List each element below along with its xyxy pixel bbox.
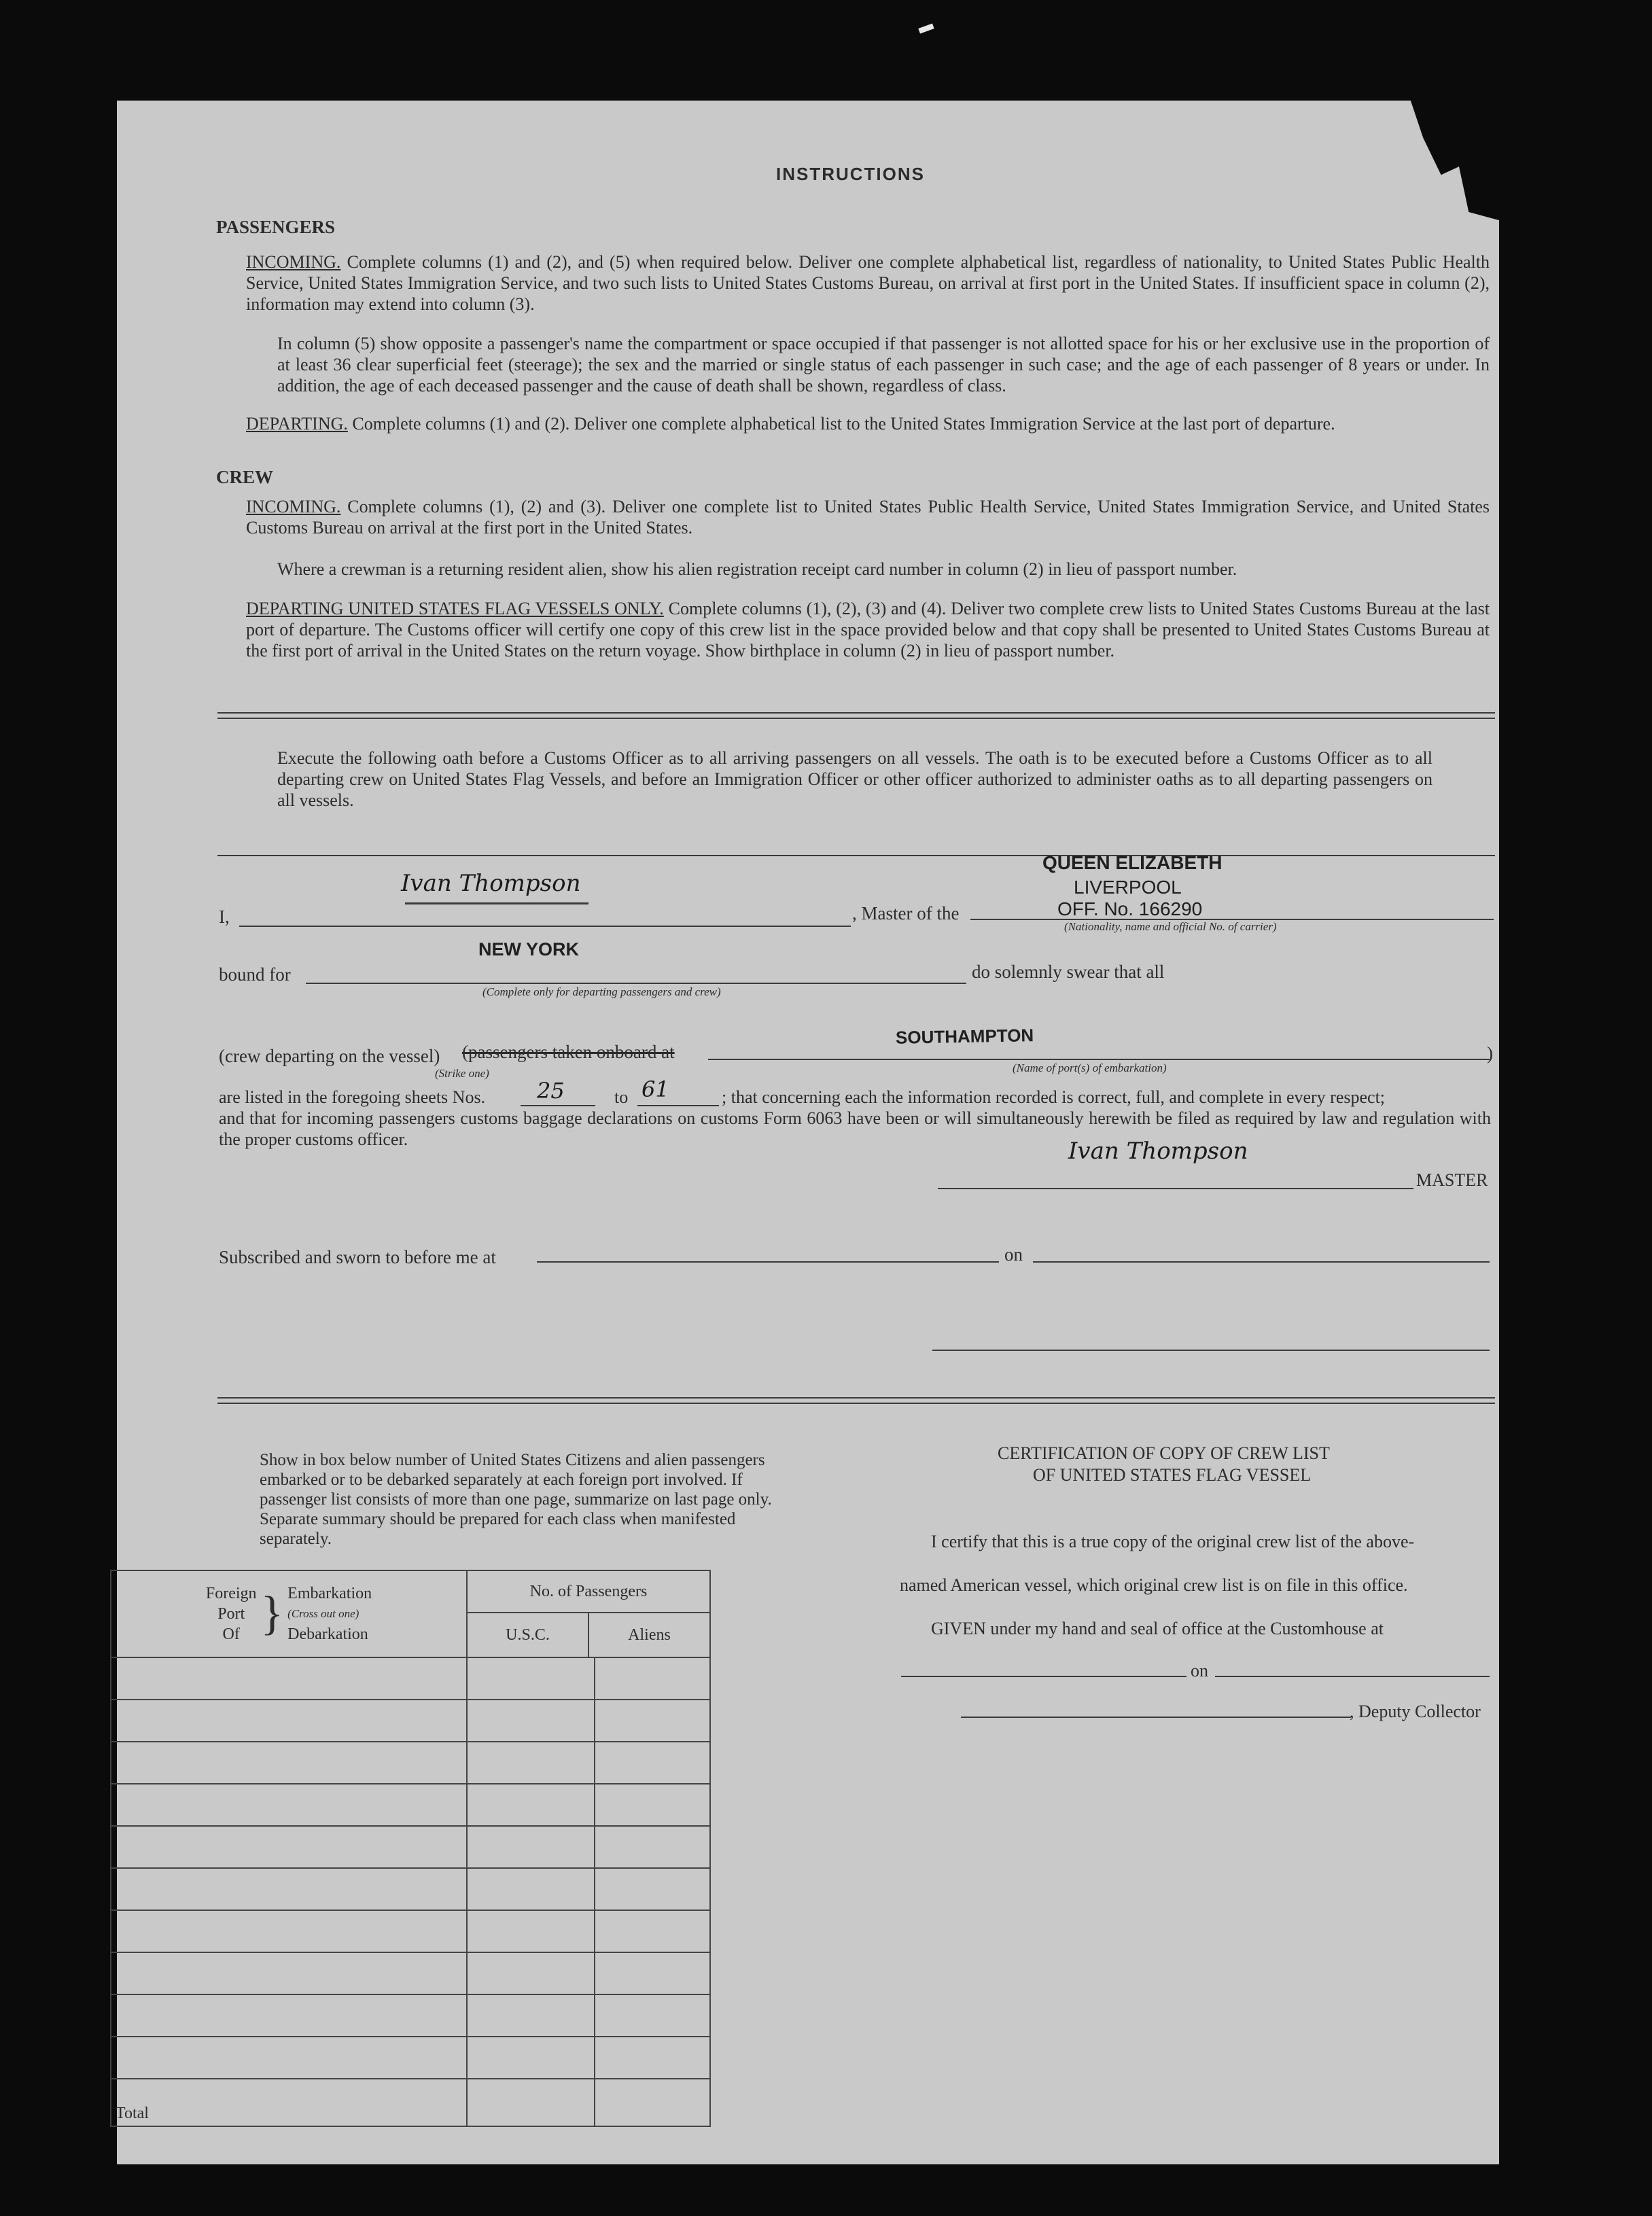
sheet-to-line [637, 1105, 719, 1106]
passengers-incoming-text: Complete columns (1) and (2), and (5) when required below. Deliver one complete alphabetical list, regardless of nationality, to United States Public Health Service, United States Immigration Service, and two such lists to United States Customs Bureau, on arrival at first port in the United States. If insufficient space in column (2), information may extend into column (3). [246, 252, 1490, 314]
sheets-prefix: are listed in the foregoing sheets Nos. [219, 1087, 486, 1107]
passengers-heading: PASSENGERS [216, 217, 336, 237]
bound-for-label: bound for [219, 964, 291, 985]
vessel-name: QUEEN ELIZABETH [1042, 852, 1223, 873]
passenger-summary-table [110, 1570, 711, 2127]
vessel-caption: (Nationality, name and official No. of carrier) [1064, 920, 1277, 933]
officer-signature-line [932, 1350, 1490, 1351]
page-title: INSTRUCTIONS [776, 164, 925, 184]
strike-caption: (Strike one) [435, 1067, 489, 1080]
crew-alien-paragraph: Where a crewman is a returning resident alien, show his alien registration receipt card number in column (2) in lieu of passport number. [277, 559, 1237, 579]
crew-incoming-label: INCOMING. [246, 497, 341, 516]
col-embarkation: Embarkation [287, 1585, 372, 1602]
certification-date-line [1215, 1676, 1490, 1677]
summary-instructions: Show in box below number of United States Citizens and alien passengers embarked or to be debarked separately at each foreign port involved. If passenger list consists of more than one page, summarize on last page only. Separate summary should be prepared for each class when manifested separately. [260, 1451, 772, 1548]
crew-departing-text: Complete columns (1), (2), (3) and (4). Deliver two complete crew lists to United States Customs Bureau at the last port of departure. The Customs officer will certify one copy of this crew list in the space provided below and that copy shall be presented to United States Customs Bureau at the first port of arrival in the United States on the return voyage. Show birthplace in column (2) in lieu of passport number. [246, 599, 1490, 661]
struck-passengers-text: (passengers taken onboard at [462, 1042, 675, 1062]
certification-text-2: named American vessel, which original crew list is on file in this office. [900, 1575, 1408, 1595]
oath-intro: Execute the following oath before a Customs Officer as to all arriving passengers on all vessels. The oath is to be executed before a Customs Officer as to all departing crew on United States Flag Vessels, and before an Immigration Officer or other officer authorized to administer oaths as to all departing passengers on all vessels. [277, 748, 1433, 810]
sheets-suffix: ; that concerning each the information recorded is correct, full, and complete in every respect; [722, 1087, 1386, 1107]
certification-text-1: I certify that this is a true copy of the original crew list of the above- [931, 1532, 1415, 1551]
crew-heading: CREW [216, 467, 274, 487]
crew-departing-label: DEPARTING UNITED STATES FLAG VESSELS ONLY. [246, 599, 664, 618]
master-signature-bottom: Ivan Thompson [1068, 1138, 1248, 1165]
table-row [111, 1826, 710, 1868]
table-row [111, 1657, 710, 1700]
customhouse-line [901, 1676, 1187, 1677]
table-row [111, 1952, 710, 1994]
section-divider [217, 712, 1495, 719]
master-of-label: , Master of the [852, 903, 960, 924]
close-paren: ) [1487, 1043, 1493, 1063]
total-row [111, 2079, 710, 2126]
passengers-incoming-paragraph [246, 251, 1490, 315]
section-divider-lower [217, 1397, 1495, 1404]
crew-departing-label: (crew departing on the vessel) [219, 1046, 440, 1066]
col-of: Of [222, 1625, 240, 1643]
col-port: Port [217, 1605, 245, 1623]
passengers-departing-label: DEPARTING. [246, 414, 348, 434]
oath-i-label: I, [219, 907, 230, 927]
master-line [938, 1188, 1413, 1189]
embarkation-port: SOUTHAMPTON [895, 1025, 1034, 1048]
table-row [111, 1700, 710, 1742]
vessel-port: LIVERPOOL [1074, 877, 1182, 898]
certification-title-2: OF UNITED STATES FLAG VESSEL [1033, 1465, 1312, 1485]
vessel-official-number: OFF. No. 166290 [1057, 898, 1203, 919]
oath-continuation: and that for incoming passengers customs baggage declarations on customs Form 6063 have been or will simultaneously herewith be filed as required by law and regulation with the proper customs officer. [219, 1108, 1491, 1149]
passengers-incoming-label: INCOMING. [246, 252, 341, 272]
subscribed-label: Subscribed and sworn to before me at [219, 1247, 496, 1267]
given-text: GIVEN under my hand and seal of office at the Customhouse at [931, 1619, 1384, 1638]
foreign-port-of-cell [111, 1570, 467, 1657]
subscribed-date-line [1033, 1261, 1490, 1263]
bound-for-line [306, 983, 966, 984]
passengers-departing-paragraph [246, 413, 1490, 434]
table-row [111, 2037, 710, 2079]
signature-underline [405, 902, 588, 904]
crew-incoming-paragraph [246, 496, 1490, 538]
sheet-from-line [521, 1105, 595, 1106]
oath-divider [217, 855, 1495, 856]
bound-for-value: NEW YORK [478, 939, 580, 960]
embarkation-caption: (Name of port(s) of embarkation) [1013, 1061, 1167, 1074]
passengers-column5-paragraph: In column (5) show opposite a passenger's name the compartment or space occupied if that passenger is not allotted space for his or her exclusive use in the proportion of at least 36 clear superficial feet (steerage); the sex and the married or single status of each passenger in such case; and the age of each passenger of 8 years or under. In addition, the age of each deceased passenger and the cause of death shall be shown, regardless of class. [277, 334, 1490, 395]
master-label: MASTER [1416, 1170, 1488, 1190]
table-row [111, 1784, 710, 1826]
table-row [111, 1994, 710, 2037]
table-row [111, 1910, 710, 1952]
deputy-collector-label: , Deputy Collector [1350, 1702, 1481, 1721]
swear-text: do solemnly swear that all [972, 962, 1165, 982]
master-signature-top: Ivan Thompson [401, 870, 581, 897]
certification-title-1: CERTIFICATION OF COPY OF CREW LIST [998, 1443, 1330, 1463]
subscribed-place-line [537, 1261, 999, 1263]
passengers-departing-text: Complete columns (1) and (2). Deliver one complete alphabetical list to the United States Immigration Service at the last port of departure. [352, 414, 1335, 434]
col-debarkation: Debarkation [287, 1625, 368, 1643]
brace-icon: } [260, 1587, 284, 1640]
certification-on-label: on [1191, 1661, 1208, 1681]
col-usc: U.S.C. [468, 1613, 589, 1657]
no-passengers-header [467, 1570, 710, 1657]
crew-incoming-text: Complete columns (1), (2) and (3). Deliver one complete list to United States Public Health Service, United States Immigration Service, and United States Customs Bureau on arrival at the first port in the United States. [246, 497, 1490, 538]
col-no-passengers: No. of Passengers [468, 1571, 709, 1613]
crew-departing-paragraph [246, 598, 1490, 661]
edge-speck [918, 23, 934, 33]
subscribed-on-label: on [1004, 1244, 1023, 1265]
table-row [111, 1868, 710, 1910]
col-cross-out: (Cross out one) [287, 1607, 359, 1620]
col-aliens: Aliens [628, 1626, 671, 1644]
col-foreign: Foreign [205, 1585, 257, 1602]
sheet-from-value: 25 [537, 1078, 565, 1104]
total-label: Total [111, 2079, 467, 2126]
table-row [111, 1742, 710, 1784]
master-name-line [239, 926, 851, 927]
deputy-signature-line [961, 1717, 1351, 1718]
to-label: to [614, 1087, 629, 1107]
sheet-to-value: 61 [642, 1076, 669, 1102]
bound-for-caption: (Complete only for departing passengers and crew) [482, 985, 721, 998]
embarkation-line [708, 1059, 1490, 1060]
